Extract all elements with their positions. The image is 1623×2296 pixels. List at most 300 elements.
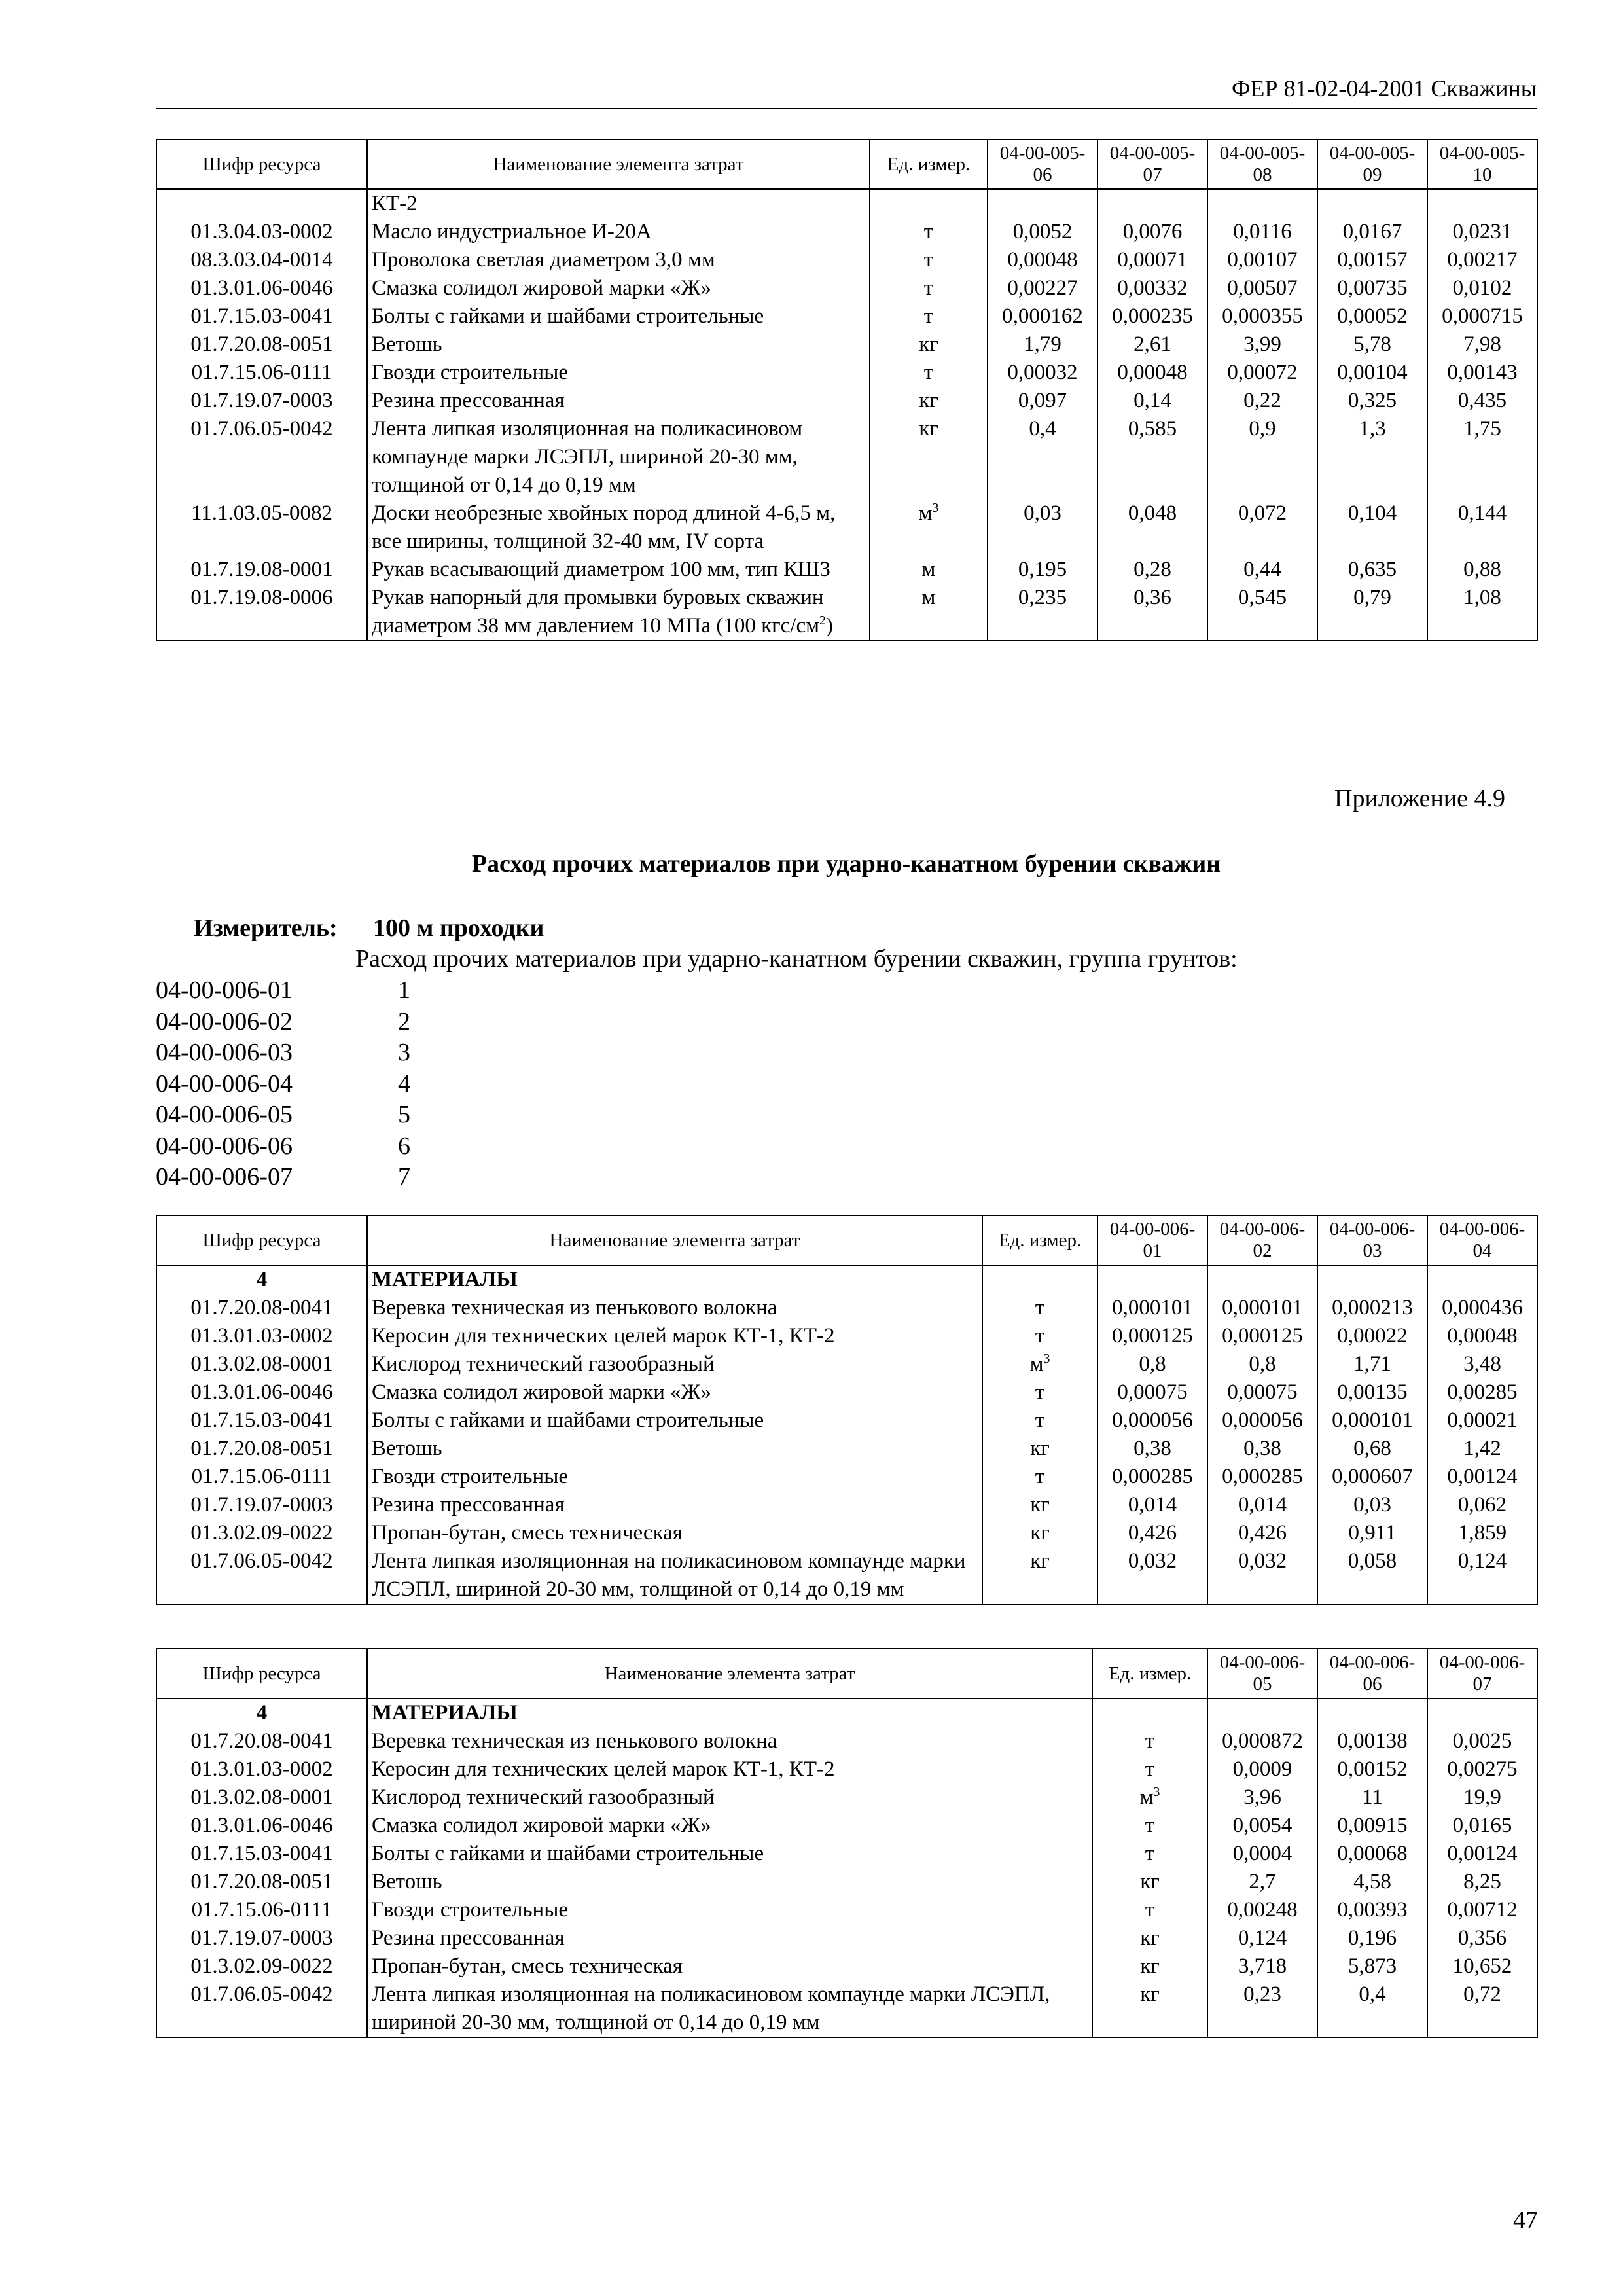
resource-name-text: Лента липкая изоляционная на поликасиновом компаунде марки ЛСЭПЛ, шириной 20-30 мм, толщиной от 0,14 до 0,19 мм — [372, 1549, 966, 1601]
resource-name-text: Лента липкая изоляционная на поликасиновом компаунде марки ЛСЭПЛ, шириной 20-30 мм, толщиной от 0,14 до 0,19 мм — [372, 417, 803, 497]
table-row — [156, 1840, 1537, 1868]
resource-name — [367, 1463, 982, 1491]
table-row — [156, 1378, 1537, 1407]
value-cell: 0,44 — [1207, 556, 1317, 584]
value-cell: 0,00048 — [1097, 359, 1207, 387]
empty-cell — [1317, 1265, 1427, 1294]
resource-name-text: Болты с гайками и шайбами строительные — [372, 1842, 764, 1865]
resource-name — [367, 1350, 982, 1378]
unit-text: т — [1145, 1814, 1155, 1837]
resource-code: 01.3.01.06-0046 — [156, 274, 367, 302]
value-cell: 0,0009 — [1207, 1755, 1317, 1784]
value-cell: 1,859 — [1427, 1519, 1537, 1547]
resource-name-text: Рукав напорный для промывки буровых скважин диаметром 38 мм давлением 10 МПа (100 кгс/см — [372, 586, 824, 637]
unit-text: кг — [919, 332, 938, 356]
resource-name-tail: ) — [825, 614, 833, 637]
resource-code: 01.7.06.05-0042 — [156, 1981, 367, 2037]
value-cell: 0,00124 — [1427, 1840, 1537, 1868]
value-cell: 0,014 — [1097, 1491, 1207, 1519]
col-header-unit: Ед. измер. — [982, 1215, 1097, 1265]
empty-cell — [982, 1265, 1097, 1294]
col-header-unit: Ед. измер. — [870, 139, 988, 189]
value-cell: 3,96 — [1207, 1784, 1317, 1812]
value-cell: 0,00071 — [1097, 246, 1207, 274]
unit-text: т — [923, 361, 934, 384]
value-cell: 0,0076 — [1097, 218, 1207, 246]
value-cell: 0,0102 — [1427, 274, 1537, 302]
value-cell: 0,28 — [1097, 556, 1207, 584]
table-row — [156, 1981, 1537, 2037]
table-row — [156, 274, 1537, 302]
col-header-code: Шифр ресурса — [156, 1215, 367, 1265]
resource-code: 11.1.03.05-0082 — [156, 499, 367, 556]
value-cell: 0,38 — [1097, 1435, 1207, 1463]
unit-cell — [870, 387, 988, 415]
soil-group: 6 — [398, 1132, 410, 1160]
resource-table-005 — [156, 139, 1538, 641]
resource-name-text: Резина прессованная — [372, 389, 565, 412]
unit-cell — [870, 246, 988, 274]
unit-cell — [982, 1294, 1097, 1322]
unit-text: т — [1035, 1296, 1045, 1319]
unit-cell — [870, 584, 988, 641]
value-cell: 0,00068 — [1317, 1840, 1427, 1868]
resource-code: 01.3.02.08-0001 — [156, 1350, 367, 1378]
resource-code: 01.3.01.06-0046 — [156, 1378, 367, 1407]
value-cell: 0,014 — [1207, 1491, 1317, 1519]
resource-name — [367, 1378, 982, 1407]
table-header-row — [156, 1649, 1537, 1698]
soil-group: 4 — [398, 1069, 410, 1098]
resource-code: 01.3.04.03-0002 — [156, 218, 367, 246]
resource-code: 01.3.01.03-0002 — [156, 1755, 367, 1784]
resource-code: 01.7.15.03-0041 — [156, 1840, 367, 1868]
resource-code: 01.7.06.05-0042 — [156, 415, 367, 499]
norm-code: 04-00-006-02 — [156, 1007, 293, 1035]
resource-name — [367, 1952, 1092, 1981]
value-cell: 0,00075 — [1207, 1378, 1317, 1407]
table-row — [156, 1322, 1537, 1350]
value-cell: 0,072 — [1207, 499, 1317, 556]
value-cell: 0,000285 — [1207, 1463, 1317, 1491]
empty-cell — [1092, 1698, 1207, 1727]
value-cell: 0,4 — [988, 415, 1097, 499]
table-row — [156, 1491, 1537, 1519]
resource-name — [367, 1519, 982, 1547]
value-cell: 0,000101 — [1317, 1407, 1427, 1435]
value-cell: 0,911 — [1317, 1519, 1427, 1547]
value-cell: 5,78 — [1317, 331, 1427, 359]
value-cell: 0,00104 — [1317, 359, 1427, 387]
group-name: МАТЕРИАЛЫ — [367, 1698, 1092, 1727]
resource-name-text: Резина прессованная — [372, 1493, 565, 1516]
value-cell: 0,00275 — [1427, 1755, 1537, 1784]
value-cell: 0,356 — [1427, 1924, 1537, 1952]
resource-name-text: Проволока светлая диаметром 3,0 мм — [372, 248, 715, 272]
table-row — [156, 387, 1537, 415]
unit-text: м — [1139, 1785, 1154, 1809]
resource-name — [367, 359, 870, 387]
page-number: 47 — [1513, 2206, 1538, 2234]
unit-cell — [870, 415, 988, 499]
value-cell: 0,00143 — [1427, 359, 1537, 387]
value-cell: 0,325 — [1317, 387, 1427, 415]
resource-name-text: Смазка солидол жировой марки «Ж» — [372, 276, 711, 300]
norm-code: 04-00-006-01 — [156, 977, 293, 1004]
col-header-name: Наименование элемента затрат — [367, 139, 870, 189]
value-cell: 0,000715 — [1427, 302, 1537, 331]
unit-cell — [982, 1407, 1097, 1435]
unit-text: кг — [1030, 1549, 1050, 1573]
value-cell: 3,48 — [1427, 1350, 1537, 1378]
soil-group: 1 — [398, 977, 410, 1004]
resource-name-superscript: 2 — [819, 613, 826, 628]
resource-name-text: Смазка солидол жировой марки «Ж» — [372, 1814, 711, 1837]
norm-code: 04-00-006-06 — [156, 1132, 293, 1160]
resource-code: 01.3.01.03-0002 — [156, 1322, 367, 1350]
empty-cell — [1317, 1698, 1427, 1727]
col-header-name: Наименование элемента затрат — [367, 1215, 982, 1265]
group-name: МАТЕРИАЛЫ — [367, 1265, 982, 1294]
col-header-code: Шифр ресурса — [156, 1649, 367, 1698]
table-row — [156, 1547, 1537, 1604]
unit-cell — [1092, 1952, 1207, 1981]
empty-cell — [1207, 189, 1317, 218]
col-header-04-00-006-02: 04-00-006-02 — [1207, 1215, 1317, 1265]
resource-code: 01.7.19.07-0003 — [156, 1491, 367, 1519]
value-cell: 1,75 — [1427, 415, 1537, 499]
resource-name-text: Ветошь — [372, 1870, 442, 1893]
value-cell: 0,0231 — [1427, 218, 1537, 246]
value-cell: 1,3 — [1317, 415, 1427, 499]
resource-name — [367, 387, 870, 415]
unit-cell — [870, 331, 988, 359]
value-cell: 0,062 — [1427, 1491, 1537, 1519]
resource-name-text: Веревка техническая из пенькового волокна — [372, 1729, 777, 1753]
empty-cell — [870, 189, 988, 218]
resource-name-text: Кислород технический газообразный — [372, 1352, 715, 1376]
unit-cell — [982, 1547, 1097, 1604]
table-row — [156, 1265, 1537, 1294]
value-cell: 0,032 — [1097, 1547, 1207, 1604]
resource-name-text: Смазка солидол жировой марки «Ж» — [372, 1380, 711, 1404]
unit-superscript: 3 — [932, 501, 939, 515]
unit-cell — [1092, 1981, 1207, 2037]
table-row — [156, 302, 1537, 331]
unit-superscript: 3 — [1043, 1352, 1050, 1366]
unit-text: т — [1145, 1757, 1155, 1781]
value-cell: 0,000125 — [1097, 1322, 1207, 1350]
resource-name-text: Болты с гайками и шайбами строительные — [372, 1408, 764, 1432]
unit-text: кг — [1030, 1493, 1050, 1516]
empty-cell — [1427, 1698, 1537, 1727]
resource-code: 01.7.15.06-0111 — [156, 1463, 367, 1491]
resource-name — [367, 1322, 982, 1350]
value-cell: 0,000285 — [1097, 1463, 1207, 1491]
value-cell: 0,000235 — [1097, 302, 1207, 331]
empty-cell — [1317, 189, 1427, 218]
resource-name-text: Резина прессованная — [372, 1926, 565, 1950]
unit-text: т — [923, 304, 934, 328]
empty-cell — [1097, 1265, 1207, 1294]
unit-text: т — [1035, 1380, 1045, 1404]
resource-name — [367, 1981, 1092, 2037]
unit-text: т — [1035, 1465, 1045, 1488]
resource-name-text: Лента липкая изоляционная на поликасиновом компаунде марки ЛСЭПЛ, шириной 20-30 мм, толщиной от 0,14 до 0,19 мм — [372, 1982, 1050, 2034]
empty-cell — [1427, 189, 1537, 218]
resource-code: 01.7.15.03-0041 — [156, 1407, 367, 1435]
resource-name — [367, 218, 870, 246]
value-cell: 0,000607 — [1317, 1463, 1427, 1491]
resource-name-text: Ветошь — [372, 332, 442, 356]
value-cell: 0,0025 — [1427, 1727, 1537, 1755]
unit-cell — [1092, 1784, 1207, 1812]
unit-cell — [982, 1491, 1097, 1519]
value-cell: 0,00021 — [1427, 1407, 1537, 1435]
list-item — [156, 1162, 410, 1193]
value-cell: 0,00332 — [1097, 274, 1207, 302]
unit-cell — [982, 1463, 1097, 1491]
unit-cell — [1092, 1840, 1207, 1868]
value-cell: 0,426 — [1097, 1519, 1207, 1547]
table-header-row — [156, 1215, 1537, 1265]
table-row — [156, 218, 1537, 246]
value-cell: 0,000101 — [1097, 1294, 1207, 1322]
value-cell: 0,0165 — [1427, 1812, 1537, 1840]
resource-name — [367, 1547, 982, 1604]
table-row — [156, 1435, 1537, 1463]
resource-code: 01.7.20.08-0051 — [156, 1435, 367, 1463]
resource-name — [367, 1755, 1092, 1784]
table-row — [156, 331, 1537, 359]
value-cell: 0,000213 — [1317, 1294, 1427, 1322]
value-cell: 0,88 — [1427, 556, 1537, 584]
document-header-title: ФЕР 81-02-04-2001 Скважины — [1231, 75, 1537, 101]
value-cell: 0,00032 — [988, 359, 1097, 387]
unit-text: т — [923, 276, 934, 300]
value-cell: 0,000101 — [1207, 1294, 1317, 1322]
unit-text: м — [921, 586, 936, 609]
table-row — [156, 189, 1537, 218]
resource-name — [367, 584, 870, 641]
resource-name-text: Пропан-бутан, смесь техническая — [372, 1521, 683, 1545]
list-item — [156, 975, 410, 1007]
list-item — [156, 1100, 410, 1131]
norm-code: 04-00-006-03 — [156, 1039, 293, 1066]
unit-text: т — [1035, 1408, 1045, 1432]
value-cell: 0,38 — [1207, 1435, 1317, 1463]
value-cell: 0,00712 — [1427, 1896, 1537, 1924]
unit-cell — [982, 1378, 1097, 1407]
table-row — [156, 1812, 1537, 1840]
resource-name — [367, 274, 870, 302]
empty-cell — [1207, 1265, 1317, 1294]
table-header-row — [156, 139, 1537, 189]
value-cell: 0,00507 — [1207, 274, 1317, 302]
table-row — [156, 1519, 1537, 1547]
value-cell: 0,0167 — [1317, 218, 1427, 246]
value-cell: 3,718 — [1207, 1952, 1317, 1981]
resource-code: 01.7.20.08-0041 — [156, 1727, 367, 1755]
unit-cell — [1092, 1727, 1207, 1755]
resource-name — [367, 1924, 1092, 1952]
unit-text: м — [921, 558, 936, 581]
table-row — [156, 1784, 1537, 1812]
col-header-04-00-006-06: 04-00-006-06 — [1317, 1649, 1427, 1698]
value-cell: 0,000355 — [1207, 302, 1317, 331]
value-cell: 0,000056 — [1207, 1407, 1317, 1435]
resource-code: 01.7.20.08-0041 — [156, 1294, 367, 1322]
value-cell: 0,03 — [988, 499, 1097, 556]
value-cell: 0,032 — [1207, 1547, 1317, 1604]
empty-cell — [988, 189, 1097, 218]
value-cell: 0,00124 — [1427, 1463, 1537, 1491]
value-cell: 1,08 — [1427, 584, 1537, 641]
col-header-04-00-006-07: 04-00-006-07 — [1427, 1649, 1537, 1698]
value-cell: 0,144 — [1427, 499, 1537, 556]
value-cell: 0,124 — [1207, 1924, 1317, 1952]
unit-cell — [870, 302, 988, 331]
value-cell: 0,00135 — [1317, 1378, 1427, 1407]
norm-code: 04-00-006-05 — [156, 1101, 293, 1128]
unit-text: кг — [1030, 1521, 1050, 1545]
section-title: Расход прочих материалов при ударно-канатном бурении скважин — [471, 850, 1221, 878]
list-item — [156, 1131, 410, 1162]
value-cell: 0,000872 — [1207, 1727, 1317, 1755]
table-row — [156, 1463, 1537, 1491]
value-cell: 0,435 — [1427, 387, 1537, 415]
norm-description: Расход прочих материалов при ударно-канатном бурении скважин, группа грунтов: — [355, 945, 1238, 973]
group-code: 4 — [156, 1265, 367, 1294]
value-cell: 0,585 — [1097, 415, 1207, 499]
norm-code: 04-00-006-04 — [156, 1069, 293, 1098]
value-cell: 0,635 — [1317, 556, 1427, 584]
empty-cell — [1427, 1265, 1537, 1294]
resource-name — [367, 1812, 1092, 1840]
col-header-04-00-006-04: 04-00-006-04 — [1427, 1215, 1537, 1265]
col-header-04-00-006-01: 04-00-006-01 — [1097, 1215, 1207, 1265]
resource-name-text: Гвозди строительные — [372, 1465, 569, 1488]
resource-name — [367, 331, 870, 359]
value-cell: 7,98 — [1427, 331, 1537, 359]
unit-cell — [982, 1322, 1097, 1350]
table-row — [156, 499, 1537, 556]
value-cell: 1,71 — [1317, 1350, 1427, 1378]
unit-cell — [870, 556, 988, 584]
value-cell: 0,0004 — [1207, 1840, 1317, 1868]
value-cell: 2,7 — [1207, 1868, 1317, 1896]
value-cell: 10,652 — [1427, 1952, 1537, 1981]
resource-code: 01.7.19.07-0003 — [156, 387, 367, 415]
resource-name-text: Ветошь — [372, 1437, 442, 1460]
value-cell: 0,00072 — [1207, 359, 1317, 387]
resource-code: 01.7.19.08-0006 — [156, 584, 367, 641]
value-cell: 0,426 — [1207, 1519, 1317, 1547]
value-cell: 0,72 — [1427, 1981, 1537, 2037]
unit-text: кг — [919, 389, 938, 412]
value-cell: 1,79 — [988, 331, 1097, 359]
col-header-name: Наименование элемента затрат — [367, 1649, 1092, 1698]
value-cell: 19,9 — [1427, 1784, 1537, 1812]
unit-text: кг — [1030, 1437, 1050, 1460]
value-cell: 0,124 — [1427, 1547, 1537, 1604]
col-header-04-00-005-09: 04-00-005-09 — [1317, 139, 1427, 189]
resource-table-006-part2 — [156, 1648, 1538, 2038]
value-cell: 0,104 — [1317, 499, 1427, 556]
resource-name — [367, 1727, 1092, 1755]
value-cell: 0,4 — [1317, 1981, 1427, 2037]
unit-text: т — [923, 248, 934, 272]
resource-code: 01.3.02.09-0022 — [156, 1519, 367, 1547]
appendix-label: Приложение 4.9 — [1334, 785, 1505, 812]
table-row — [156, 1868, 1537, 1896]
table-row — [156, 1407, 1537, 1435]
value-cell: 0,235 — [988, 584, 1097, 641]
unit-cell — [1092, 1812, 1207, 1840]
unit-text: кг — [919, 417, 938, 440]
value-cell: 0,00052 — [1317, 302, 1427, 331]
value-cell: 0,9 — [1207, 415, 1317, 499]
table-row — [156, 415, 1537, 499]
value-cell: 0,03 — [1317, 1491, 1427, 1519]
resource-name-text: Керосин для технических целей марок КТ-1, КТ-2 — [372, 1757, 835, 1781]
resource-code: 01.3.02.08-0001 — [156, 1784, 367, 1812]
resource-name — [367, 246, 870, 274]
table-row — [156, 359, 1537, 387]
resource-name-text: Кислород технический газообразный — [372, 1785, 715, 1809]
unit-cell — [1092, 1924, 1207, 1952]
value-cell: 3,99 — [1207, 331, 1317, 359]
table-row — [156, 556, 1537, 584]
value-cell: 2,61 — [1097, 331, 1207, 359]
norm-code-list — [156, 975, 410, 1193]
value-cell: 8,25 — [1427, 1868, 1537, 1896]
resource-name-text: Гвозди строительные — [372, 361, 569, 384]
unit-cell — [870, 359, 988, 387]
resource-code: 01.7.20.08-0051 — [156, 331, 367, 359]
value-cell: 0,000436 — [1427, 1294, 1537, 1322]
resource-name-text: Гвозди строительные — [372, 1898, 569, 1922]
unit-cell — [870, 499, 988, 556]
unit-text: т — [1145, 1898, 1155, 1922]
value-cell: 0,00735 — [1317, 274, 1427, 302]
resource-name-text: Пропан-бутан, смесь техническая — [372, 1954, 683, 1978]
soil-group: 3 — [398, 1039, 410, 1066]
unit-text: т — [923, 220, 934, 243]
value-cell: 4,58 — [1317, 1868, 1427, 1896]
meter-value: 100 м проходки — [373, 914, 544, 942]
value-cell: 0,00285 — [1427, 1378, 1537, 1407]
unit-text: кг — [1140, 1926, 1160, 1950]
value-cell: 0,000162 — [988, 302, 1097, 331]
table-row — [156, 1896, 1537, 1924]
value-cell: 0,79 — [1317, 584, 1427, 641]
unit-cell — [982, 1519, 1097, 1547]
resource-name — [367, 499, 870, 556]
resource-name — [367, 1407, 982, 1435]
resource-name — [367, 1294, 982, 1322]
resource-code: 01.7.19.07-0003 — [156, 1924, 367, 1952]
value-cell: 0,000056 — [1097, 1407, 1207, 1435]
resource-name — [367, 302, 870, 331]
unit-cell — [1092, 1896, 1207, 1924]
value-cell: 0,196 — [1317, 1924, 1427, 1952]
unit-text: т — [1145, 1729, 1155, 1753]
resource-name — [367, 415, 870, 499]
list-item — [156, 1069, 410, 1100]
value-cell: 1,42 — [1427, 1435, 1537, 1463]
value-cell: 11 — [1317, 1784, 1427, 1812]
